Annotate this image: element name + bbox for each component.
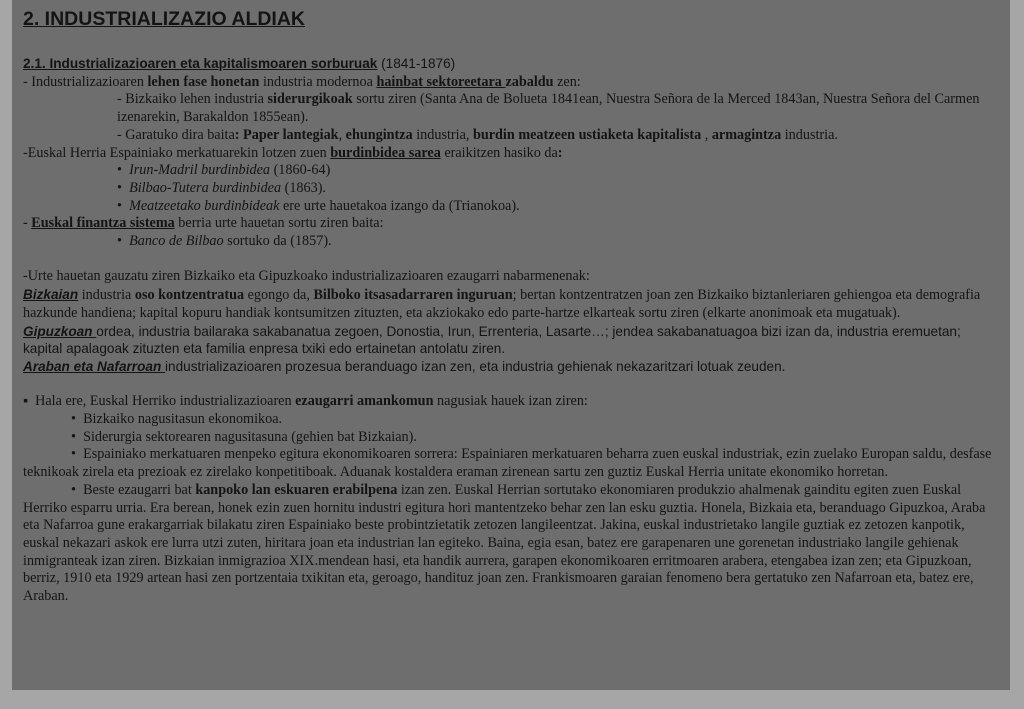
list-item-railway-2 [23, 180, 1001, 198]
paragraph-araba-nafarroa [23, 358, 1001, 376]
slide [12, 0, 1010, 690]
text: industria, [412, 126, 473, 143]
text: , [338, 126, 346, 143]
spacer [23, 251, 1001, 269]
text: egongo da, [244, 287, 314, 304]
text-bold: ezaugarri amankomun [295, 393, 434, 410]
list-item-bank [23, 233, 1001, 251]
text: industria modernoa [259, 73, 377, 90]
section-heading-text: 2.1. Industrializazioaren eta kapitalismoaren sorburuak [23, 56, 378, 71]
text-bold-italic-underline: Bizkaian [23, 287, 79, 303]
slide-body [23, 55, 1001, 606]
paragraph-railway [23, 145, 1001, 163]
section-years: (1841-1876) [377, 56, 456, 71]
text: -Euskal Herria Espainiako merkatuarekin lotzen zuen [23, 144, 331, 161]
text: zen: [553, 73, 581, 90]
text: ; bertan kontzentratzen joan zen Bizkaiko biztanleriaren gehiengoa eta demografia hazkunde handiena; kapital kopuru handiak kontsumitzen zituzten, eta akziokako edo parte-hartze elkarteak sortu ziren (elkarte anonimoak eta mugatuak). [23, 287, 981, 321]
text-italic: Banco de Bilbao [129, 233, 224, 250]
text: Espainiako merkatuaren menpeko egitura ekonomikoaren sorrera: Espainiaren merkatuaren beharra zuen euskal industriak, ezin zuelako Europan saldu, desfase teknikoak zirela eta prezioak ez zirelako konpetitiboak. Aduanak kostaldera eraman zirenean sartu zen guztiz Euskal Herria unitate ekonomiko horretan. [23, 446, 992, 481]
text: izan zen. Euskal Herrian sortutako ekonomiaren produkzio ahalmenak gainditu egiten zuen Euskal Herriko esparru urria. Era berean, honek ezin zuen hornitu industri egitura hori mantentzeko behar zen lan esku guztia. Honela, Bizkaia eta, beranduago Gipuzkoa, Araba eta Nafarroa gune erakargarriak bilakatu ziren Espainiako beste probintzietatik zetozen langileentzat. Jakina, euskal industrietako langile guztiak ez zetozen kanpotik, euskal nekazari askok ere lurra utzi zuten, hiritara joan eta industrian lan egiteko. Baina, egia esan, batez ere garapenaren une gorenetan industriako langile gehienak inmigranteak izan ziren. Bizkaian inmigrazioa XIX.mendean hasi, eta handik aurrera, garapen ekonomikoaren erritmoaren arabera, etengabea izan zen; eta Gipuzkoan, berriz, 1910 eta 1929 artean hasi zen portzentaia txikitan eta, geroago, handituz joan zen. Frankismoaren garaian fenomeno bera gertatuko zen Nafarroan eta, batez ere, Araban. [23, 481, 986, 605]
bullet-icon: • [71, 428, 76, 445]
list-item-feature-2 [23, 429, 1001, 447]
bullet-icon: • [117, 179, 122, 196]
text-bold: kanpoko lan eskuaren erabilpena [195, 481, 398, 498]
text-bold: Bilboko itsasadarraren inguruan [313, 287, 513, 304]
text: industrializazioaren prozesua beranduago izan zen, eta industria gehienak nekazaritzari lotuak zeuden. [165, 358, 786, 374]
paragraph-bizkaia [23, 286, 1001, 322]
text-italic: Irun-Madril burdinbidea [129, 162, 271, 179]
text: industria [78, 287, 135, 304]
text-italic: Bilbao-Tutera burdinbidea [129, 179, 282, 196]
text: industria. [781, 126, 838, 143]
text: Bizkaiko nagusitasun ekonomikoa. [83, 411, 283, 428]
bullet-icon: • [71, 411, 76, 428]
text: - Garatuko dira baita [117, 126, 235, 143]
text-bold: zabaldu [505, 73, 554, 90]
text-italic: Meatzeetako burdinbideak [129, 197, 280, 214]
text: eraikitzen hasiko da [440, 144, 558, 161]
paragraph-first-phase [23, 74, 1001, 92]
text: sortu ziren (Santa Ana de Bolueta 1841ean, Nuestra Señora de la Merced 1843an, Nuestra Señora del Carmen izenarekin, Barakaldon 1855ean). [117, 91, 980, 126]
text: Beste ezaugarri bat [83, 481, 196, 498]
paragraph-other-industries [23, 127, 1001, 145]
list-item-railway-3 [23, 198, 1001, 216]
text: - Bizkaiko lehen industria [117, 91, 268, 108]
text-bold-italic-underline: Gipuzkoan [23, 323, 97, 339]
bullet-icon: • [71, 446, 76, 463]
section-heading [23, 55, 1001, 74]
text-bold: : Paper lantegiak [234, 126, 339, 143]
text-bold-italic-underline: Araban eta Nafarroan [23, 358, 166, 374]
text-bold-underline: Euskal finantza sistema [31, 215, 175, 232]
paragraph-finance [23, 215, 1001, 233]
bullet-icon: • [117, 197, 122, 214]
text: sortuko da (1857). [223, 233, 332, 250]
paragraph-siderurgy [23, 91, 1001, 126]
bullet-icon: • [71, 481, 76, 498]
text-bold: oso kontzentratua [134, 287, 245, 304]
spacer [23, 376, 1001, 394]
text: berria urte hauetan sortu ziren baita: [174, 215, 384, 232]
paragraph-gipuzkoa [23, 323, 1001, 358]
bullet-icon: • [117, 233, 122, 250]
text-bold: lehen fase honetan [147, 73, 260, 90]
text: (1860-64) [270, 162, 331, 179]
text: , [701, 126, 712, 143]
text: - Industrializazioaren [23, 73, 148, 90]
text-bold: burdin meatzeen ustiaketa kapitalista [472, 126, 702, 143]
text: Siderurgia sektorearen nagusitasuna (gehien bat Bizkaian). [83, 428, 417, 445]
list-item-feature-1 [23, 411, 1001, 429]
list-item-feature-3 [23, 446, 1001, 481]
text-bold: armagintza [711, 126, 782, 143]
text: ordea, industria bailaraka sakabanatua zegoen, Donostia, Irun, Errenteria, Lasarte…; jendea sakabanatuagoa bizi izan da, industria eremuetan; kapital apalagoak zituzten eta familia enpresa txiki edo ertainetan antolatu ziren. [23, 323, 961, 357]
text: Hala ere, Euskal Herriko industrializazioaren [35, 393, 296, 410]
paragraph-characteristics-intro: -Urte hauetan gauzatu ziren Bizkaiko eta Gipuzkoako industrializazioaren ezaugarri nabarmenenak: [23, 268, 590, 285]
paragraph-common-features [23, 393, 1001, 411]
list-item-feature-4 [23, 482, 1001, 606]
text-bold-underline: burdinbidea sarea [330, 144, 441, 161]
text: ere urte hauetakoa izango da (Trianokoa). [279, 197, 520, 214]
bullet-icon: • [117, 162, 122, 179]
text-bold: : [557, 144, 563, 161]
page-title: 2. INDUSTRIALIZAZIO ALDIAK [23, 8, 306, 30]
square-bullet-icon: ▪ [23, 393, 29, 410]
text: nagusiak hauek izan ziren: [433, 393, 588, 410]
text-bold: ehungintza [345, 126, 413, 143]
text-bold: - [23, 215, 32, 232]
text: (1863). [281, 179, 326, 196]
text-bold: siderurgikoak [267, 91, 353, 108]
text-bold-underline: hainbat sektoreetara [376, 73, 506, 90]
list-item-railway-1 [23, 162, 1001, 180]
